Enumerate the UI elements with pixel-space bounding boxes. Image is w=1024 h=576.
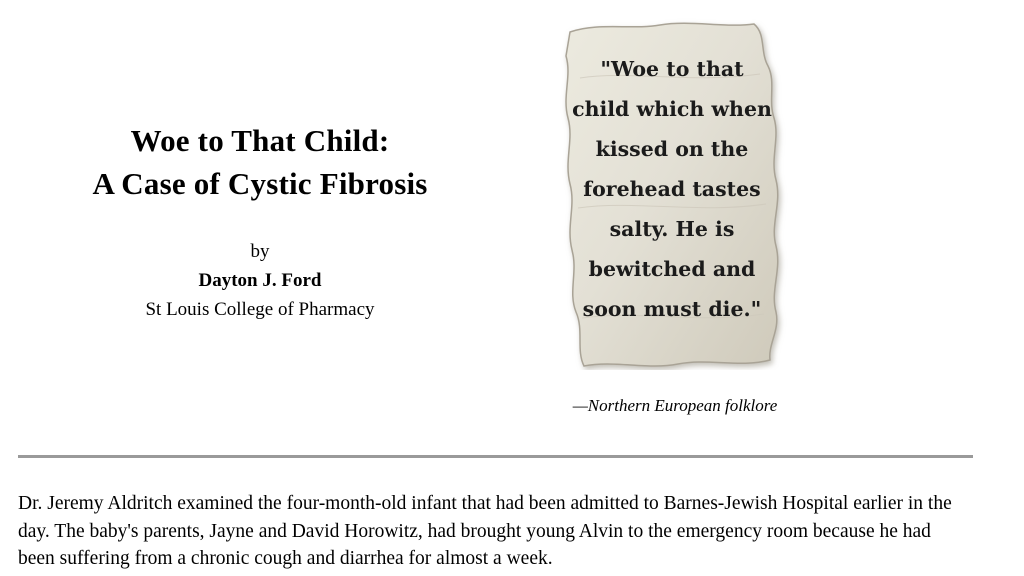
figure-caption: —Northern European folklore	[572, 396, 778, 415]
scroll-quote-line-1: "Woe to that	[600, 57, 744, 81]
scroll-quote-line-4: forehead tastes	[583, 177, 761, 201]
parchment-scroll-figure	[540, 18, 805, 370]
byline	[0, 238, 520, 324]
scroll-quote-line-6: bewitched and	[588, 257, 756, 281]
scroll-quote-line-2: child which when	[572, 97, 772, 121]
body-paragraph: Dr. Jeremy Aldritch examined the four-month-old infant that had been admitted to Barnes-Jewish Hospital earlier in the day. The baby's parents, Jayne and David Horowitz, had brought young Alvin to the emergency room because he had been suffering from a chronic cough and diarrhea for almost a week.	[18, 493, 952, 570]
body-text	[18, 490, 970, 573]
author-name: Dayton J. Ford	[198, 270, 322, 292]
page-title-line-2: A Case of Cystic Fibrosis	[92, 165, 428, 201]
page-title-line-1: Woe to That Child:	[130, 123, 390, 158]
byline-prefix: by	[250, 240, 270, 262]
section-divider	[18, 455, 973, 458]
title-block	[0, 120, 520, 323]
scroll-quote-line-5: salty. He is	[609, 217, 735, 241]
scroll-quote-line-3: kissed on the	[595, 137, 749, 161]
scroll-quote-line-7: soon must die."	[582, 297, 762, 321]
page-title	[0, 120, 520, 206]
author-affiliation: St Louis College of Pharmacy	[145, 298, 375, 320]
parchment-scroll-icon	[540, 18, 805, 370]
